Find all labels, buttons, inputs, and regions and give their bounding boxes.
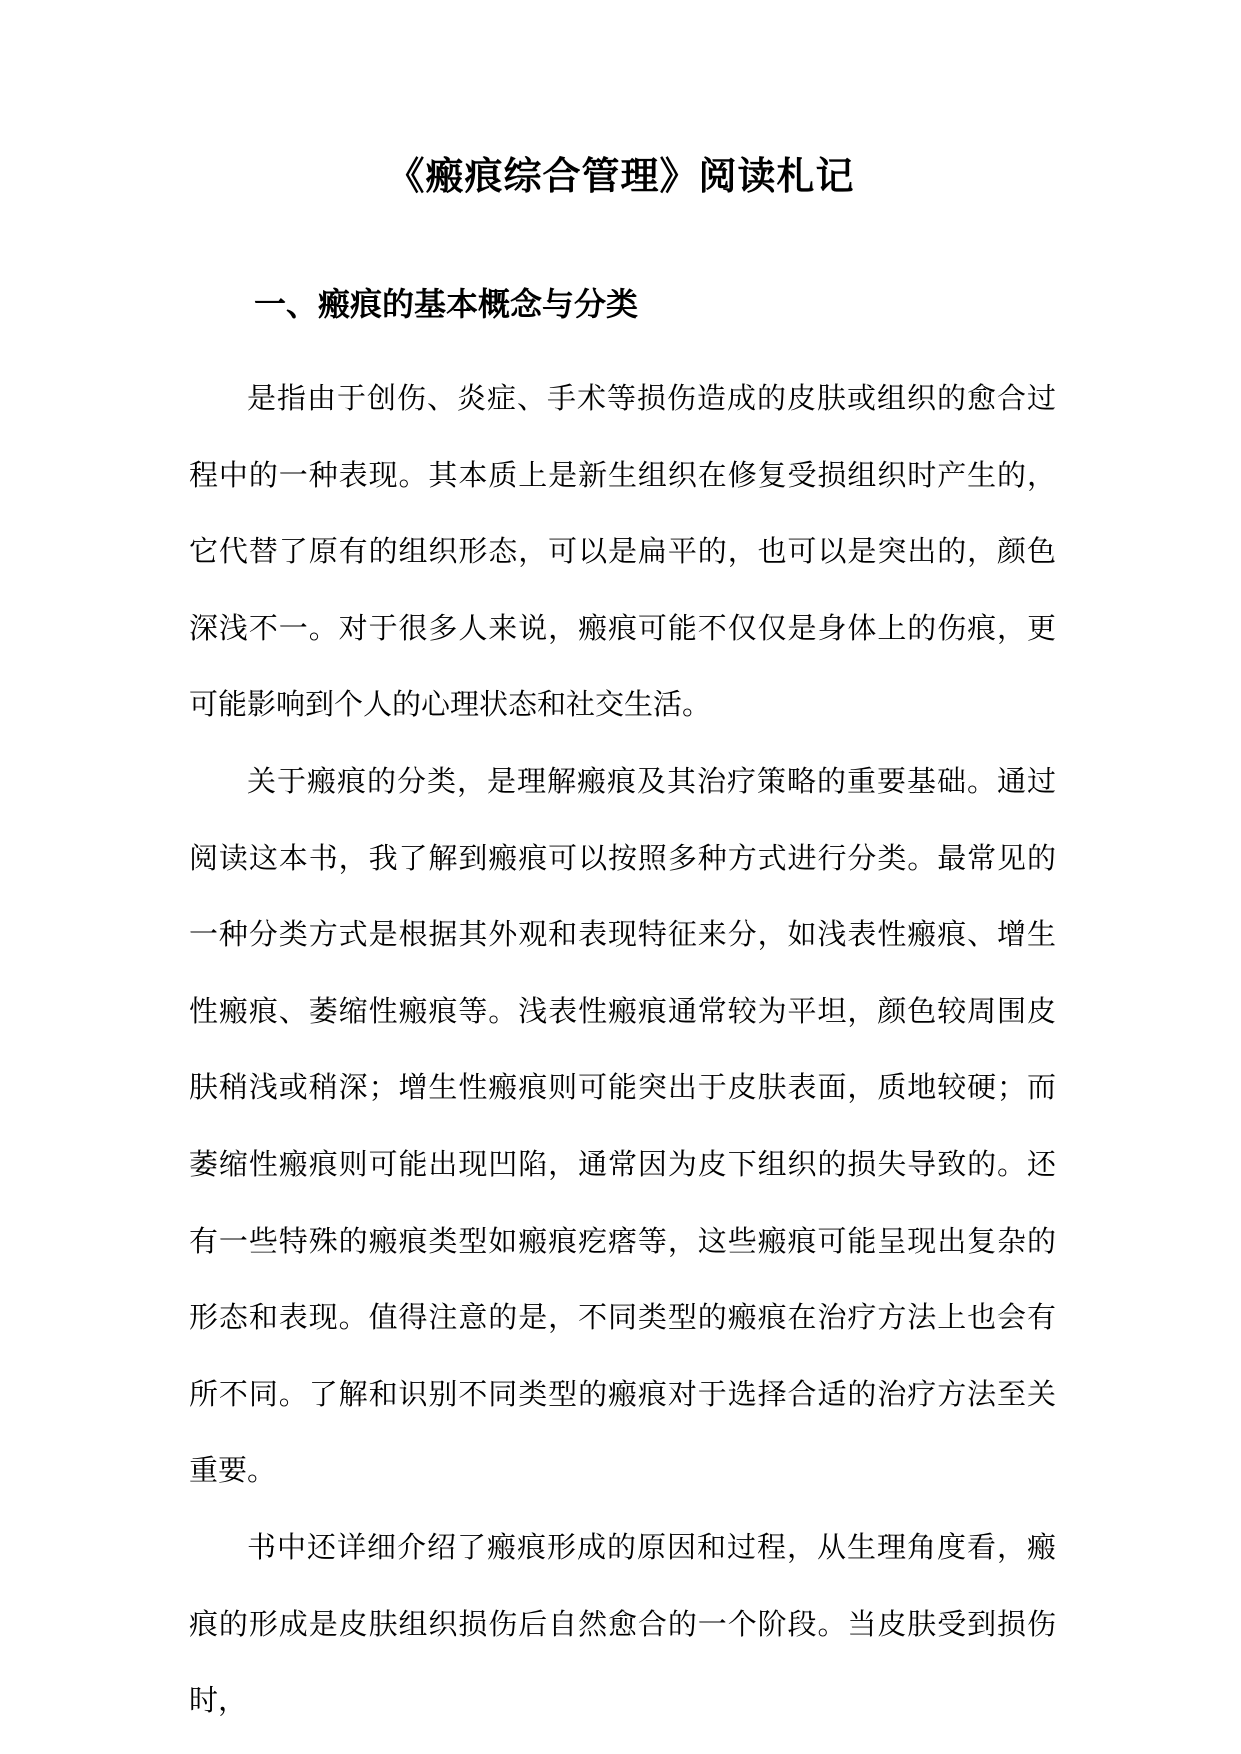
paragraph: 书中还详细介绍了瘢痕形成的原因和过程，从生理角度看，瘢痕的形成是皮肤组织损伤后自然愈合的一个阶段。当皮肤受到损伤时， — [189, 1529, 1056, 1718]
section-heading: 一、瘢痕的基本概念与分类 — [254, 285, 639, 323]
document-title: 《瘢痕综合管理》阅读札记 — [386, 153, 855, 198]
paragraph: 关于瘢痕的分类，是理解瘢痕及其治疗策略的重要基础。通过阅读这本书，我了解到瘢痕可以按照多种方式进行分类。最常见的一种分类方式是根据其外观和表现特征来分，如浅表性瘢痕、增生性瘢痕、萎缩性瘢痕等。浅表性瘢痕通常较为平坦，颜色较周围皮肤稍浅或稍深；增生性瘢痕则可能突出于皮肤表面，质地较硬；而萎缩性瘢痕则可能出现凹陷，通常因为皮下组织的损失导致的。还有一些特殊的瘢痕类型如瘢痕疙瘩等，这些瘢痕可能呈现出复杂的形态和表现。值得注意的是，不同类型的瘢痕在治疗方法上也会有所不同。了解和识别不同类型的瘢痕对于选择合适的治疗方法至关重要。 — [189, 763, 1056, 1488]
paragraph: 是指由于创伤、炎症、手术等损伤造成的皮肤或组织的愈合过程中的一种表现。其本质上是新生组织在修复受损组织时产生的，它代替了原有的组织形态，可以是扁平的，也可以是突出的，颜色深浅不一。对于很多人来说，瘢痕可能不仅仅是身体上的伤痕，更可能影响到个人的心理状态和社交生活。 — [189, 381, 1056, 722]
body-text — [189, 360, 1056, 1739]
